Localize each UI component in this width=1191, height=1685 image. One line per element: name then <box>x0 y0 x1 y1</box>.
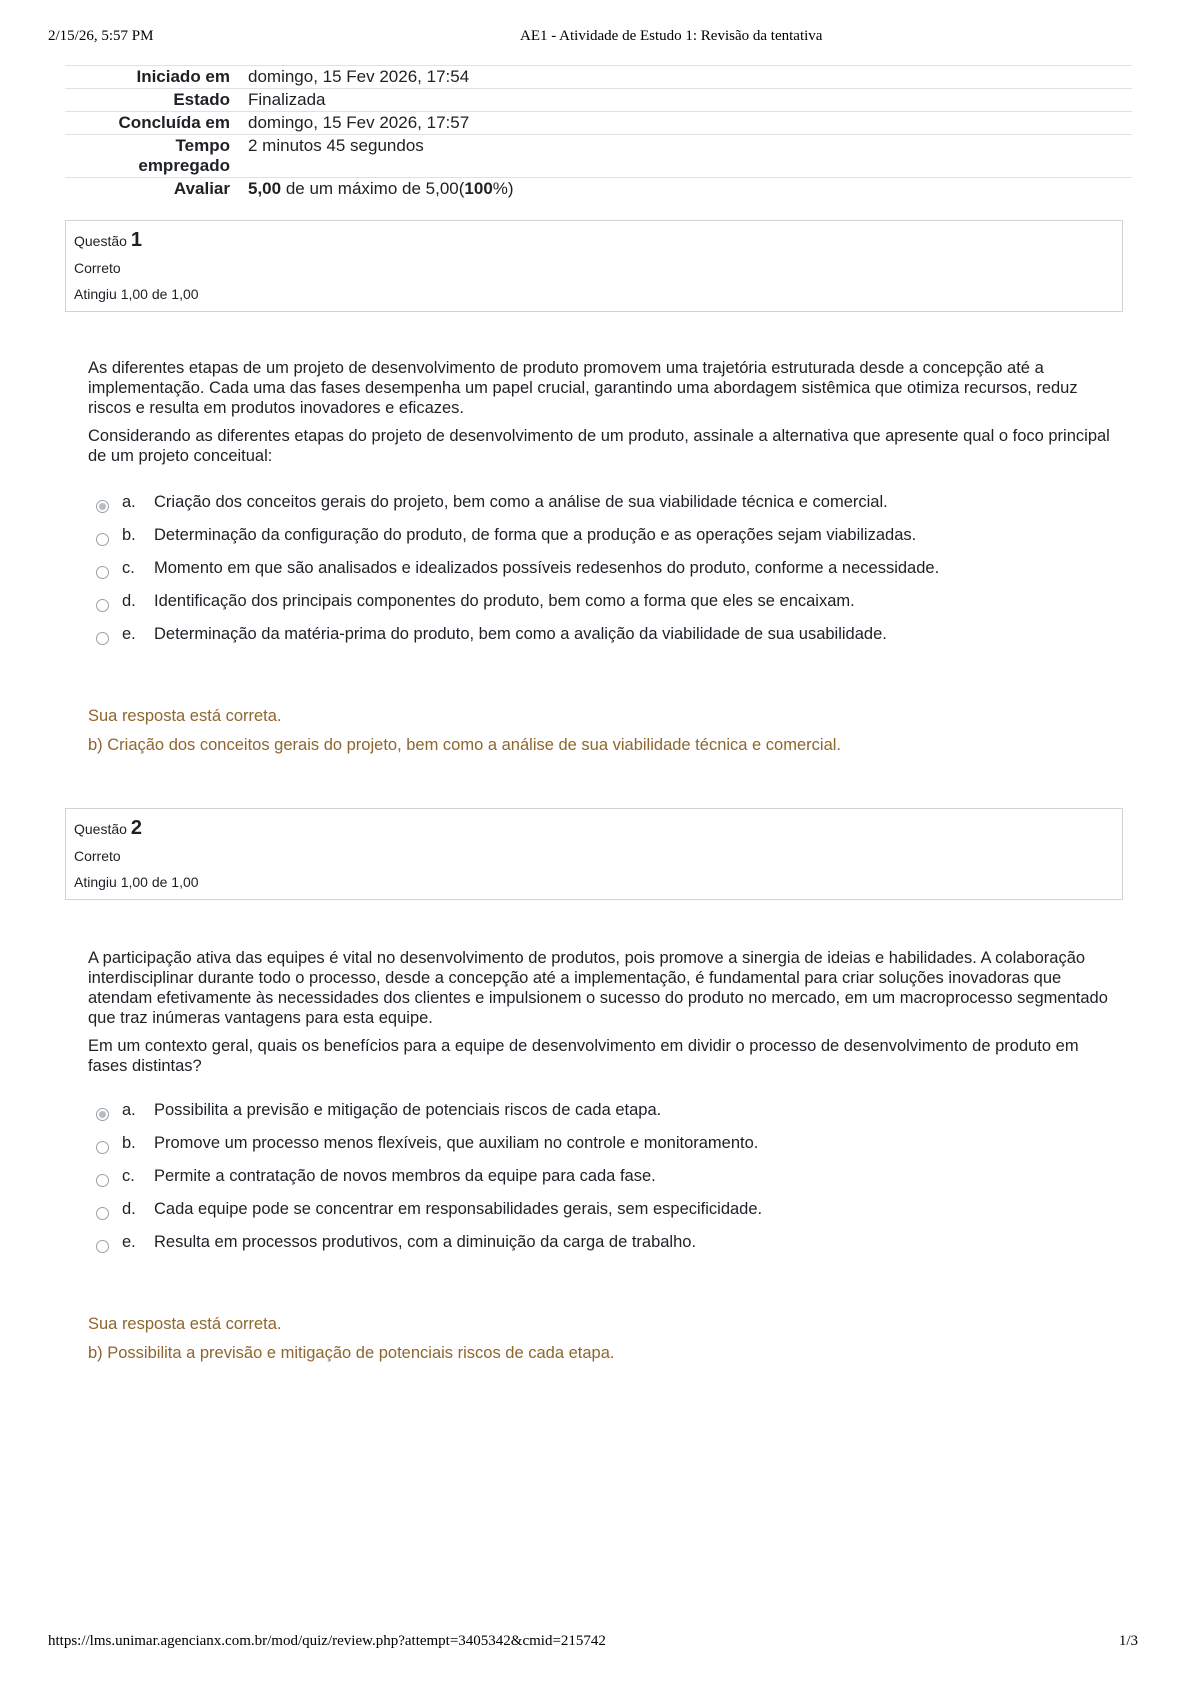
summary-label: Estado <box>65 89 248 112</box>
radio-icon[interactable] <box>96 1141 109 1154</box>
answer-option[interactable] <box>96 1200 1096 1233</box>
question-text-1 <box>88 358 1118 474</box>
page-url[interactable]: https://lms.unimar.agencianx.com.br/mod/quiz/review.php?attempt=3405342&cmid=215742 <box>48 1633 606 1649</box>
summary-row-completed <box>65 112 1132 135</box>
option-text: Resulta em processos produtivos, com a diminuição da carga de trabalho. <box>154 1233 697 1251</box>
question-info-1 <box>65 220 1123 312</box>
option-letter: b. <box>122 1134 136 1152</box>
print-datetime: 2/15/26, 5:57 PM <box>48 28 154 44</box>
summary-row-started <box>65 66 1132 89</box>
question-mark: Atingiu 1,00 de 1,00 <box>74 874 199 890</box>
feedback-1 <box>88 706 1118 755</box>
question-status: Correto <box>74 260 121 276</box>
summary-value <box>248 178 1132 201</box>
summary-label <box>65 135 248 178</box>
question-mark: Atingiu 1,00 de 1,00 <box>74 286 199 302</box>
option-text: Criação dos conceitos gerais do projeto, bem como a análise de sua viabilidade técnica e comercial. <box>154 493 888 511</box>
question-prompt: Em um contexto geral, quais os benefícios para a equipe de desenvolvimento em dividir o processo de desenvolvimento de produto em fases distintas? <box>88 1037 1079 1075</box>
print-page-title: AE1 - Atividade de Estudo 1: Revisão da tentativa <box>520 28 823 44</box>
summary-row-state <box>65 89 1132 112</box>
answer-list-1 <box>96 493 1096 658</box>
summary-label-part: Tempo <box>175 136 230 155</box>
attempt-summary-table <box>65 65 1132 200</box>
summary-value: domingo, 15 Fev 2026, 17:54 <box>248 66 1132 89</box>
summary-row-time <box>65 135 1132 178</box>
summary-label: Concluída em <box>65 112 248 135</box>
question-status: Correto <box>74 848 121 864</box>
print-footer <box>48 1633 1143 1655</box>
grade-end: %) <box>492 179 514 198</box>
print-header <box>48 28 1143 50</box>
page-number: 1/3 <box>1118 1633 1138 1649</box>
grade-percent: 100 <box>464 179 493 198</box>
option-letter: d. <box>122 592 136 610</box>
summary-value: 2 minutos 45 segundos <box>248 135 1132 178</box>
question-label: Questão <box>74 821 127 837</box>
summary-label-part: empregado <box>138 156 230 175</box>
question-paragraph: A participação ativa das equipes é vital no desenvolvimento de produtos, pois promove a sinergia de ideias e habilidades. A colaboração interdisciplinar durante todo o processo, desde a concepção até a implementação, é fundamental para criar soluções inovadoras que atendam efetivamente às necessidades dos clientes e impulsionem o sucesso do produto no mercado, em um macroprocesso segmentado que traz inúmeras vantagens para esta equipe. <box>88 949 1108 1027</box>
grade-mid: de um máximo de 5,00( <box>281 179 465 198</box>
radio-icon[interactable] <box>96 1207 109 1220</box>
radio-icon[interactable] <box>96 632 109 645</box>
question-prompt: Considerando as diferentes etapas do projeto de desenvolvimento de um produto, assinale a alternativa que apresente qual o foco principal de um projeto conceitual: <box>88 427 1110 465</box>
option-letter: a. <box>122 1101 136 1119</box>
option-letter: e. <box>122 625 136 643</box>
question-info-2 <box>65 808 1123 900</box>
feedback-2 <box>88 1314 1118 1363</box>
answer-option[interactable] <box>96 1167 1096 1200</box>
question-label: Questão <box>74 233 127 249</box>
option-letter: b. <box>122 526 136 544</box>
option-text: Identificação dos principais componentes do produto, bem como a forma que eles se encaixam. <box>154 592 855 610</box>
question-number-value: 1 <box>130 229 142 251</box>
answer-option[interactable] <box>96 592 1096 625</box>
option-letter: d. <box>122 1200 136 1218</box>
radio-selected-icon[interactable] <box>96 1108 109 1121</box>
option-text: Determinação da matéria-prima do produto, bem como a avalição da viabilidade de sua usabilidade. <box>154 625 887 643</box>
answer-option[interactable] <box>96 559 1096 592</box>
option-letter: c. <box>122 559 135 577</box>
option-letter: c. <box>122 1167 135 1185</box>
option-letter: e. <box>122 1233 136 1251</box>
summary-label: Avaliar <box>65 178 248 201</box>
answer-option[interactable] <box>96 493 1096 526</box>
radio-icon[interactable] <box>96 1240 109 1253</box>
answer-option[interactable] <box>96 1101 1096 1134</box>
radio-selected-icon[interactable] <box>96 500 109 513</box>
radio-icon[interactable] <box>96 533 109 546</box>
answer-option[interactable] <box>96 1233 1096 1266</box>
answer-option[interactable] <box>96 526 1096 559</box>
radio-icon[interactable] <box>96 599 109 612</box>
option-text: Cada equipe pode se concentrar em responsabilidades gerais, sem especificidade. <box>154 1200 763 1218</box>
option-text: Momento em que são analisados e idealizados possíveis redesenhos do produto, conforme a necessidade. <box>154 559 940 577</box>
option-text: Promove um processo menos flexíveis, que auxiliam no controle e monitoramento. <box>154 1134 759 1152</box>
question-paragraph: As diferentes etapas de um projeto de desenvolvimento de produto promovem uma trajetória estruturada desde a concepção até a implementação. Cada uma das fases desempenha um papel crucial, garantindo uma abordagem sistêmica que otimiza recursos, reduz riscos e resulta em produtos inovadores e eficazes. <box>88 359 1078 417</box>
summary-value: Finalizada <box>248 89 1132 112</box>
feedback-answer: b) Possibilita a previsão e mitigação de potenciais riscos de cada etapa. <box>88 1344 615 1362</box>
radio-icon[interactable] <box>96 1174 109 1187</box>
summary-value: domingo, 15 Fev 2026, 17:57 <box>248 112 1132 135</box>
question-number <box>74 817 1114 840</box>
feedback-status: Sua resposta está correta. <box>88 1315 282 1333</box>
option-text: Permite a contratação de novos membros da equipe para cada fase. <box>154 1167 656 1185</box>
answer-list-2 <box>96 1101 1096 1266</box>
option-text: Determinação da configuração do produto, de forma que a produção e as operações sejam viabilizadas. <box>154 526 917 544</box>
grade-score: 5,00 <box>248 179 282 198</box>
summary-row-grade <box>65 178 1132 201</box>
question-number-value: 2 <box>130 817 142 839</box>
feedback-status: Sua resposta está correta. <box>88 707 282 725</box>
summary-label: Iniciado em <box>65 66 248 89</box>
feedback-answer: b) Criação dos conceitos gerais do projeto, bem como a análise de sua viabilidade técnica e comercial. <box>88 736 841 754</box>
option-letter: a. <box>122 493 136 511</box>
question-number <box>74 229 1114 252</box>
question-text-2 <box>88 948 1118 1084</box>
option-text: Possibilita a previsão e mitigação de potenciais riscos de cada etapa. <box>154 1101 662 1119</box>
answer-option[interactable] <box>96 1134 1096 1167</box>
radio-icon[interactable] <box>96 566 109 579</box>
answer-option[interactable] <box>96 625 1096 658</box>
